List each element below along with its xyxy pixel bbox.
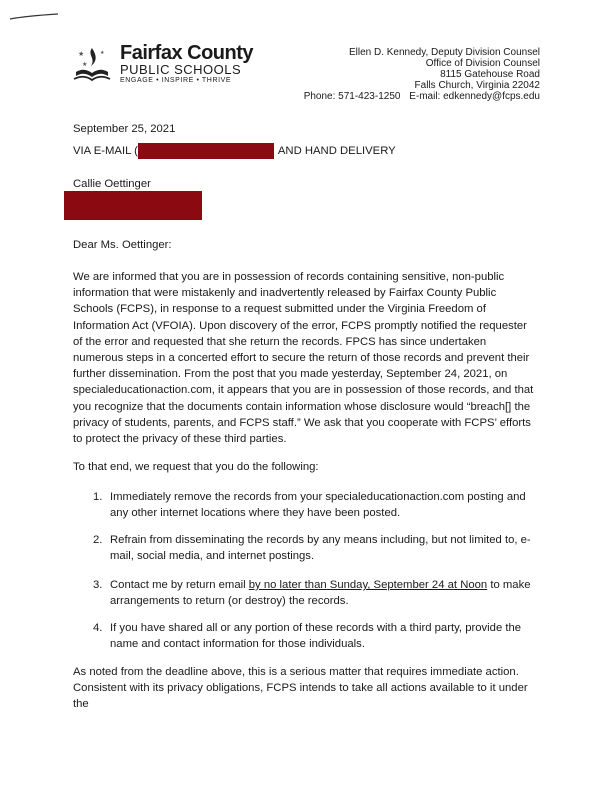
list-item-text xyxy=(110,577,539,609)
list-item-number: 3. xyxy=(93,579,103,591)
paragraph-request-intro: To that end, we request that you do the following: xyxy=(73,461,319,473)
logo-org-subtitle: PUBLIC SCHOOLS xyxy=(120,62,242,77)
list-item xyxy=(93,577,539,609)
logo-tagline: ENGAGE • INSPIRE • THRIVE xyxy=(120,77,232,84)
logo-org-name: Fairfax County xyxy=(120,42,254,64)
sender-address-block xyxy=(349,47,540,91)
salutation: Dear Ms. Oettinger: xyxy=(73,239,172,251)
book-flame-emblem-icon xyxy=(70,42,114,86)
list-item-text: Refrain from disseminating the records by any means including, but not limited to, e-mail, social media, and internet postings. xyxy=(110,534,531,563)
deadline-text-after: to make arrangements to return (or destroy) the records. xyxy=(110,579,531,608)
svg-text:★: ★ xyxy=(78,50,85,58)
sender-phone: Phone: 571-423-1250 xyxy=(303,91,401,102)
svg-text:★: ★ xyxy=(82,61,88,68)
deadline-underlined: by no later than Sunday, September 24 at Noon xyxy=(248,579,488,591)
delivery-method-line xyxy=(73,143,396,159)
list-item-number: 4. xyxy=(93,622,103,634)
list-item-number: 2. xyxy=(93,534,103,546)
fcps-logo xyxy=(70,40,260,90)
via-hand-delivery: AND HAND DELIVERY xyxy=(277,145,396,157)
paragraph-serious-matter: As noted from the deadline above, this is a serious matter that requires immediate action. Consistent with its privacy obligations, FCPS intends to take all actions available to it under the xyxy=(73,666,528,711)
sender-city: Falls Church, Virginia 22042 xyxy=(414,80,540,91)
list-item xyxy=(93,532,539,564)
list-item-text: Immediately remove the records from your specialeducationaction.com posting and any other internet locations where they have been posted. xyxy=(110,491,526,520)
list-item-number: 1. xyxy=(93,491,103,503)
paragraph-informed: We are informed that you are in possession of records containing sensitive, non-public information that were mistakenly and inadvertently released by Fairfax County Public Schools (FCPS), in response to a request submitted under the Virginia Freedom of Information Act (VFOIA). Upon discovery of the error, FCPS promptly notified the requester of the error and requested that she return the records. FPCS has since undertaken numerous steps in a concerted effort to secure the return of those records and prevent their further dissemination. From the post that you made yesterday, September 24, 2021, on specialeducationaction.com, it appears that you are in possession of those records, and that you recognize that the documents contain information whose disclosure would “breach[] the privacy of students, parents, and FCPS staff.” We ask that you cooperate with FCPS’ efforts to protect the privacy of these third parties. xyxy=(73,271,534,446)
list-item xyxy=(93,489,539,521)
sender-street: 8115 Gatehouse Road xyxy=(440,69,540,80)
sender-office: Office of Division Counsel xyxy=(425,58,540,69)
sender-email: E-mail: edkennedy@fcps.edu xyxy=(409,91,540,102)
list-item-text: If you have shared all or any portion of these records with a third party, provide the name and contact information for those individuals. xyxy=(110,622,522,651)
sender-contact-line xyxy=(298,91,540,102)
letter-date: September 25, 2021 xyxy=(73,123,176,135)
via-email-prefix: VIA E-MAIL ( xyxy=(73,145,138,157)
deadline-text-before: Contact me by return email xyxy=(110,579,249,591)
svg-text:★: ★ xyxy=(100,50,105,56)
sender-name: Ellen D. Kennedy, Deputy Division Counsel xyxy=(348,47,540,58)
redacted-recipient-address xyxy=(64,191,202,220)
list-item xyxy=(93,620,539,652)
recipient-name: Callie Oettinger xyxy=(73,178,151,190)
redacted-email xyxy=(138,143,274,159)
stray-pen-mark xyxy=(8,12,60,22)
